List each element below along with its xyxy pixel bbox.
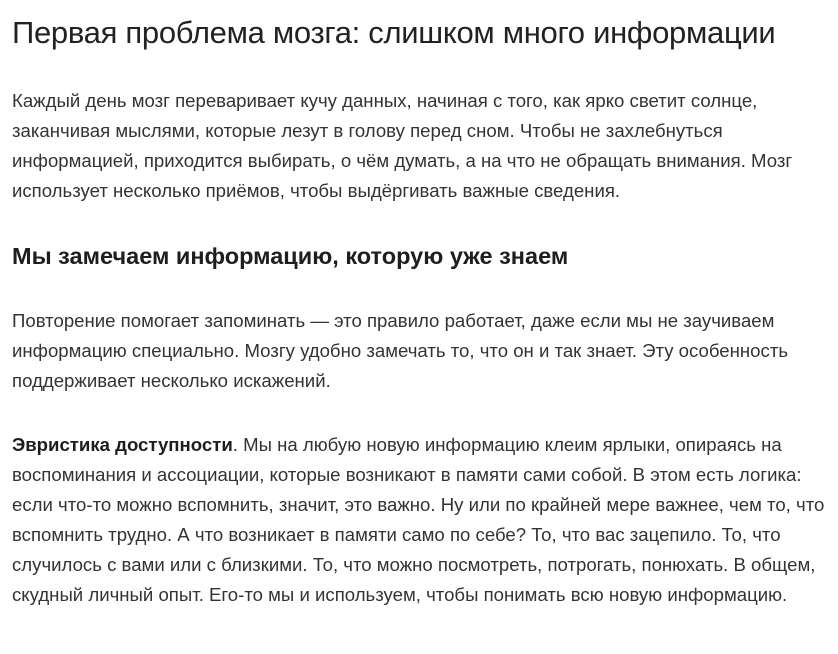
heuristic-paragraph	[12, 430, 834, 610]
article-title: Первая проблема мозга: слишком много информации	[12, 15, 776, 50]
intro-paragraph: Каждый день мозг переваривает кучу данных, начиная с того, как ярко светит солнце, заканчивая мыслями, которые лезут в голову перед сном. Чтобы не захлебнуться информацией, приходится выбирать, о чём думать, а на что не обращать внимания. Мозг использует несколько приёмов, чтобы выдёргивать важные сведения.	[12, 90, 793, 201]
section-intro-paragraph: Повторение помогает запоминать — это правило работает, даже если мы не заучиваем информацию специально. Мозгу удобно замечать то, что он и так знает. Эту особенность поддерживает несколько искажений.	[12, 310, 789, 391]
section-heading: Мы замечаем информацию, которую уже знаем	[12, 243, 569, 269]
heuristic-text: . Мы на любую новую информацию клеим ярлыки, опираясь на воспоминания и ассоциации, которые возникают в памяти сами собой. В этом есть логика: если что-то можно вспомнить, значит, это важно. Ну или по крайней мере важнее, чем то, что вспомнить трудно. А что возникает в памяти само по себе? То, что вас зацепило. То, что случилось с вами или с близкими. То, что можно посмотреть, потрогать, понюхать. В общем, скудный личный опыт. Его-то мы и используем, чтобы понимать всю новую информацию.	[12, 434, 825, 605]
heuristic-term: Эвристика доступности	[12, 434, 233, 455]
